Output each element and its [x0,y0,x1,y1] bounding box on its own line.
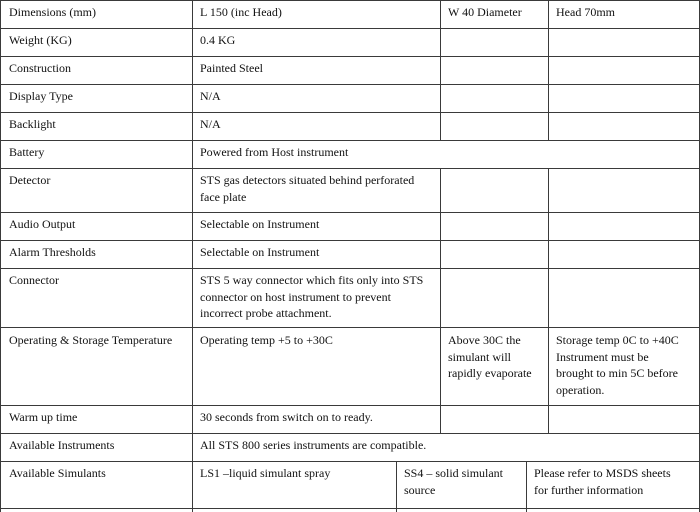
row-label-warm-up-time: Warm up time [9,410,78,424]
column-divider [548,168,549,433]
display-type-value: N/A [200,89,221,103]
construction-value: Painted Steel [200,61,263,75]
column-divider [192,0,193,512]
row-label-display-type: Display Type [9,89,73,103]
column-divider [440,0,441,140]
column-divider [526,461,527,512]
evaporation-note-line-3: rapidly evaporate [448,366,532,380]
detector-value-line-2: face plate [200,189,247,204]
backlight-value: N/A [200,117,221,131]
audio-output-value: Selectable on Instrument [200,217,320,231]
row-label-audio-output: Audio Output [9,217,76,231]
row-divider [0,140,700,141]
row-divider [0,0,700,1]
row-label-available-simulants: Available Simulants [9,466,106,480]
row-divider [0,461,700,462]
dimension-width: W 40 Diameter [448,5,522,19]
connector-value-line-2: connector on host instrument to prevent [200,289,391,304]
storage-temp-line-4: operation. [556,382,605,397]
row-label-dimensions: Dimensions (mm) [9,5,96,19]
row-label-battery: Battery [9,145,45,159]
detector-value-line-1: STS gas detectors situated behind perforated [200,173,415,187]
available-instruments-value: All STS 800 series instruments are compatible. [200,438,427,452]
dimension-head: Head 70mm [556,5,615,19]
row-label-detector: Detector [9,173,51,187]
row-divider [0,212,700,213]
connector-value-line-1: STS 5 way connector which fits only into STS [200,273,424,287]
msds-note-line-1: Please refer to MSDS sheets [534,466,671,480]
column-divider [548,0,549,140]
evaporation-note-line-2: simulant will [448,349,511,364]
row-divider [0,240,700,241]
row-divider [0,84,700,85]
row-divider [0,56,700,57]
simulant-ls1: LS1 –liquid simulant spray [200,466,331,480]
column-divider [396,461,397,512]
weight-value: 0.4 KG [200,33,236,47]
simulant-ss4-line-2: source [404,482,436,497]
row-divider [0,112,700,113]
row-label-alarm-thresholds: Alarm Thresholds [9,245,96,259]
storage-temp-line-2: Instrument must be [556,349,649,364]
warm-up-time-value: 30 seconds from switch on to ready. [200,410,373,424]
dimension-length: L 150 (inc Head) [200,5,282,19]
alarm-thresholds-value: Selectable on Instrument [200,245,320,259]
column-divider [0,0,1,512]
row-divider [0,405,700,406]
row-label-connector: Connector [9,273,59,287]
storage-temp-line-3: brought to min 5C before [556,366,678,380]
row-label-available-instruments: Available Instruments [9,438,115,452]
row-label-construction: Construction [9,61,71,75]
row-label-temperature: Operating & Storage Temperature [9,333,173,347]
row-divider [0,168,700,169]
column-divider [440,168,441,433]
connector-value-line-3: incorrect probe attachment. [200,306,332,320]
row-divider [0,508,700,509]
row-divider [0,28,700,29]
row-label-weight: Weight (KG) [9,33,72,47]
row-label-backlight: Backlight [9,117,56,131]
msds-note-line-2: for further information [534,482,644,497]
row-divider [0,268,700,269]
simulant-ss4-line-1: SS4 – solid simulant [404,466,504,480]
storage-temp-line-1: Storage temp 0C to +40C [556,333,679,347]
row-divider [0,327,700,328]
battery-value: Powered from Host instrument [200,145,349,159]
evaporation-note-line-1: Above 30C the [448,333,521,347]
row-divider [0,433,700,434]
operating-temp-value: Operating temp +5 to +30C [200,333,333,347]
